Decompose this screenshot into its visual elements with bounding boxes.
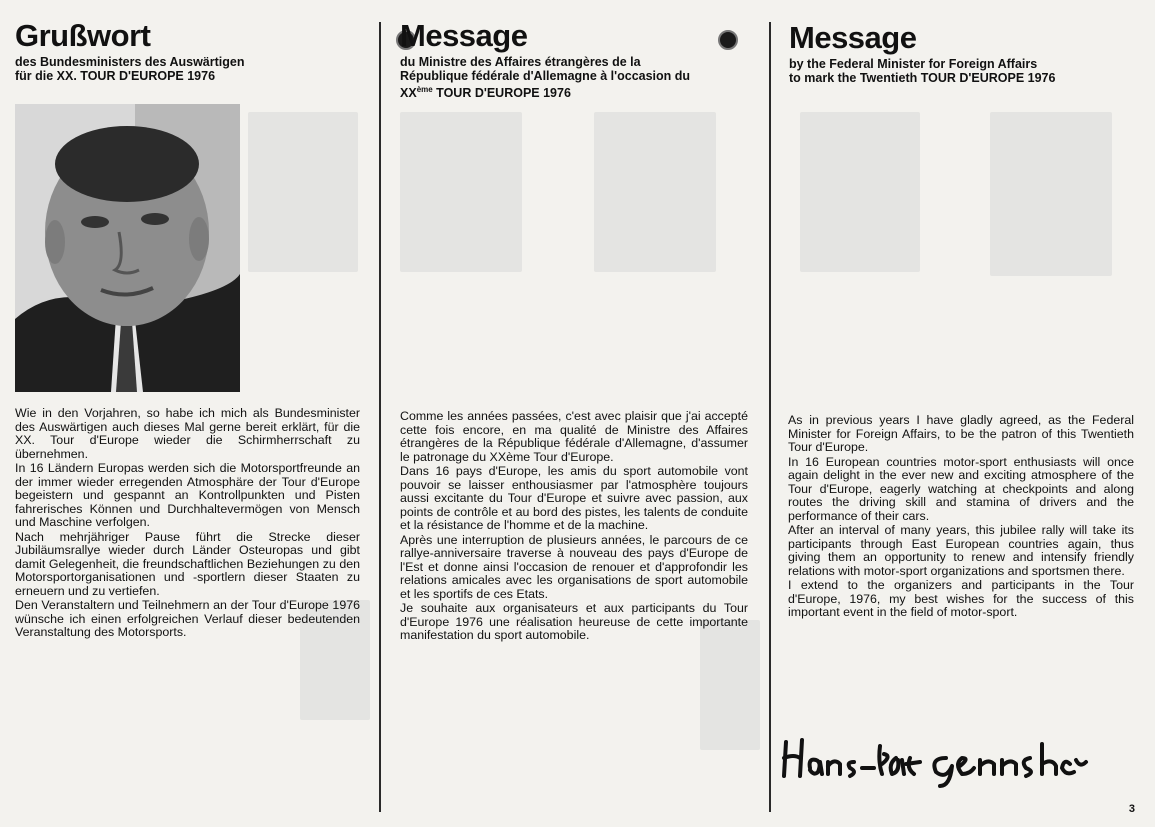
show-through-photo (248, 112, 358, 272)
french-paragraph: Après une interruption de plusieurs années, le parcours de ce rallye-anniversaire traverse à nouveau des pays d'Europe de l'Est et donne ainsi l'occasion de renouer et d'approfondir les relations amicales avec les organisations de sport automobile et les sportifs de ces Etats. (400, 532, 748, 601)
english-title: Message (789, 20, 917, 55)
german-subtitle-line: des Bundesministers des Auswärtigen (15, 55, 245, 69)
page-number: 3 (1128, 803, 1135, 815)
french-paragraph: Je souhaite aux organisateurs et aux participants du Tour d'Europe 1976 une réalisation heureuse de cette importante manifestation du sport automobile. (400, 601, 748, 642)
french-subtitle-sup: ème (416, 85, 433, 94)
french-subtitle-tail: TOUR D'EUROPE 1976 (432, 86, 571, 101)
portrait-illustration (15, 104, 240, 392)
english-column (789, 22, 1139, 85)
german-paragraph: Den Veranstaltern und Teilnehmern an der Tour d'Europe 1976 wünsche ich einen erfolgreichen Verlauf dieser bedeutenden Veranstaltung des Motorsports. (15, 598, 360, 639)
show-through-photo (990, 112, 1112, 276)
french-subtitle (400, 55, 760, 100)
english-paragraph: After an interval of many years, this jubilee rally will take its participants through East European countries again, thus giving them an opportunity to renew and intensify friendly relations with motor-sport organizations and sportsmen there. (788, 523, 1134, 578)
german-column (15, 20, 367, 83)
minister-signature (780, 728, 1100, 788)
french-paragraph: Dans 16 pays d'Europe, les amis du sport automobile vont pouvoir se laisser enthousiasmer par l'atmosphère toujours aussi excitante du Tour d'Europe et suivre avec passion, aux points de contrôle et au bord des pistes, les talents de conduite et la résistance de l'homme et de la machine. (400, 464, 748, 532)
show-through-photo (594, 112, 716, 272)
french-subtitle-line: République fédérale d'Allemagne à l'occasion du (400, 69, 691, 83)
english-subtitle-line: to mark the Twentieth TOUR D'EUROPE 1976 (789, 71, 1056, 85)
german-title: Grußwort (15, 18, 151, 53)
german-subtitle (15, 55, 367, 83)
french-subtitle-line: du Ministre des Affaires étrangères de la (400, 55, 641, 69)
french-title: Message (400, 18, 528, 53)
german-body (15, 407, 360, 641)
french-paragraph: Comme les années passées, c'est avec plaisir que j'ai accepté cette fois encore, en ma qualité de Ministre des Affaires étrangères de la République fédérale d'Allemagne, d'assumer le patronage du XXème Tour d'Europe. (400, 409, 748, 464)
english-paragraph: In 16 European countries motor-sport enthusiasts will once again delight in the ever new and exciting atmosphere of the Tour d'Europe, eagerly watching at checkpoints and along routes the driving skill and stamina of drivers and the performance of their cars. (788, 454, 1134, 523)
german-subtitle-line: für die XX. TOUR D'EUROPE 1976 (15, 69, 216, 83)
german-paragraph: Wie in den Vorjahren, so habe ich mich als Bundesminister des Auswärtigen auch dieses Mal gerne bereit erklärt, für die XX. Tour d'Europe wieder die Schirmherrschaft zu übernehmen. (15, 406, 360, 461)
french-subtitle-xx: XX (400, 86, 417, 101)
english-body (788, 414, 1134, 621)
show-through-photo (400, 112, 522, 272)
column-divider (769, 22, 771, 812)
german-paragraph: In 16 Ländern Europas werden sich die Motorsportfreunde an der immer wieder erregenden Atmosphäre der Tour d'Europe begeistern und gespannt an Kontrollpunkten und Pisten fahrerisches Können und Durchhaltevermögen von Mensch und Maschine verfolgen. (15, 461, 360, 529)
english-paragraph: As in previous years I have gladly agreed, as the Federal Minister for Foreign Affairs, to be the patron of this Twentieth Tour d'Europe. (788, 413, 1134, 454)
english-subtitle (789, 57, 1139, 85)
french-subtitle-line (400, 83, 760, 100)
german-paragraph: Nach mehrjähriger Pause führt die Strecke dieser Jubiläumsrallye wieder durch Länder Osteuropas und gibt damit Gelegenheit, die freundschaftlichen Beziehungen zu den Motorsportorganisationen und -sportlern dieser Staaten zu erneuern und zu vertiefen. (15, 529, 360, 598)
column-divider (379, 22, 381, 812)
minister-portrait (15, 104, 240, 392)
french-body (400, 410, 748, 644)
english-subtitle-line: by the Federal Minister for Foreign Affairs (789, 57, 1038, 71)
english-paragraph: I extend to the organizers and participants in the Tour d'Europe, 1976, my best wishes for the success of this important event in the field of motor-sport. (788, 578, 1134, 619)
show-through-photo (800, 112, 920, 272)
french-column (400, 20, 760, 100)
